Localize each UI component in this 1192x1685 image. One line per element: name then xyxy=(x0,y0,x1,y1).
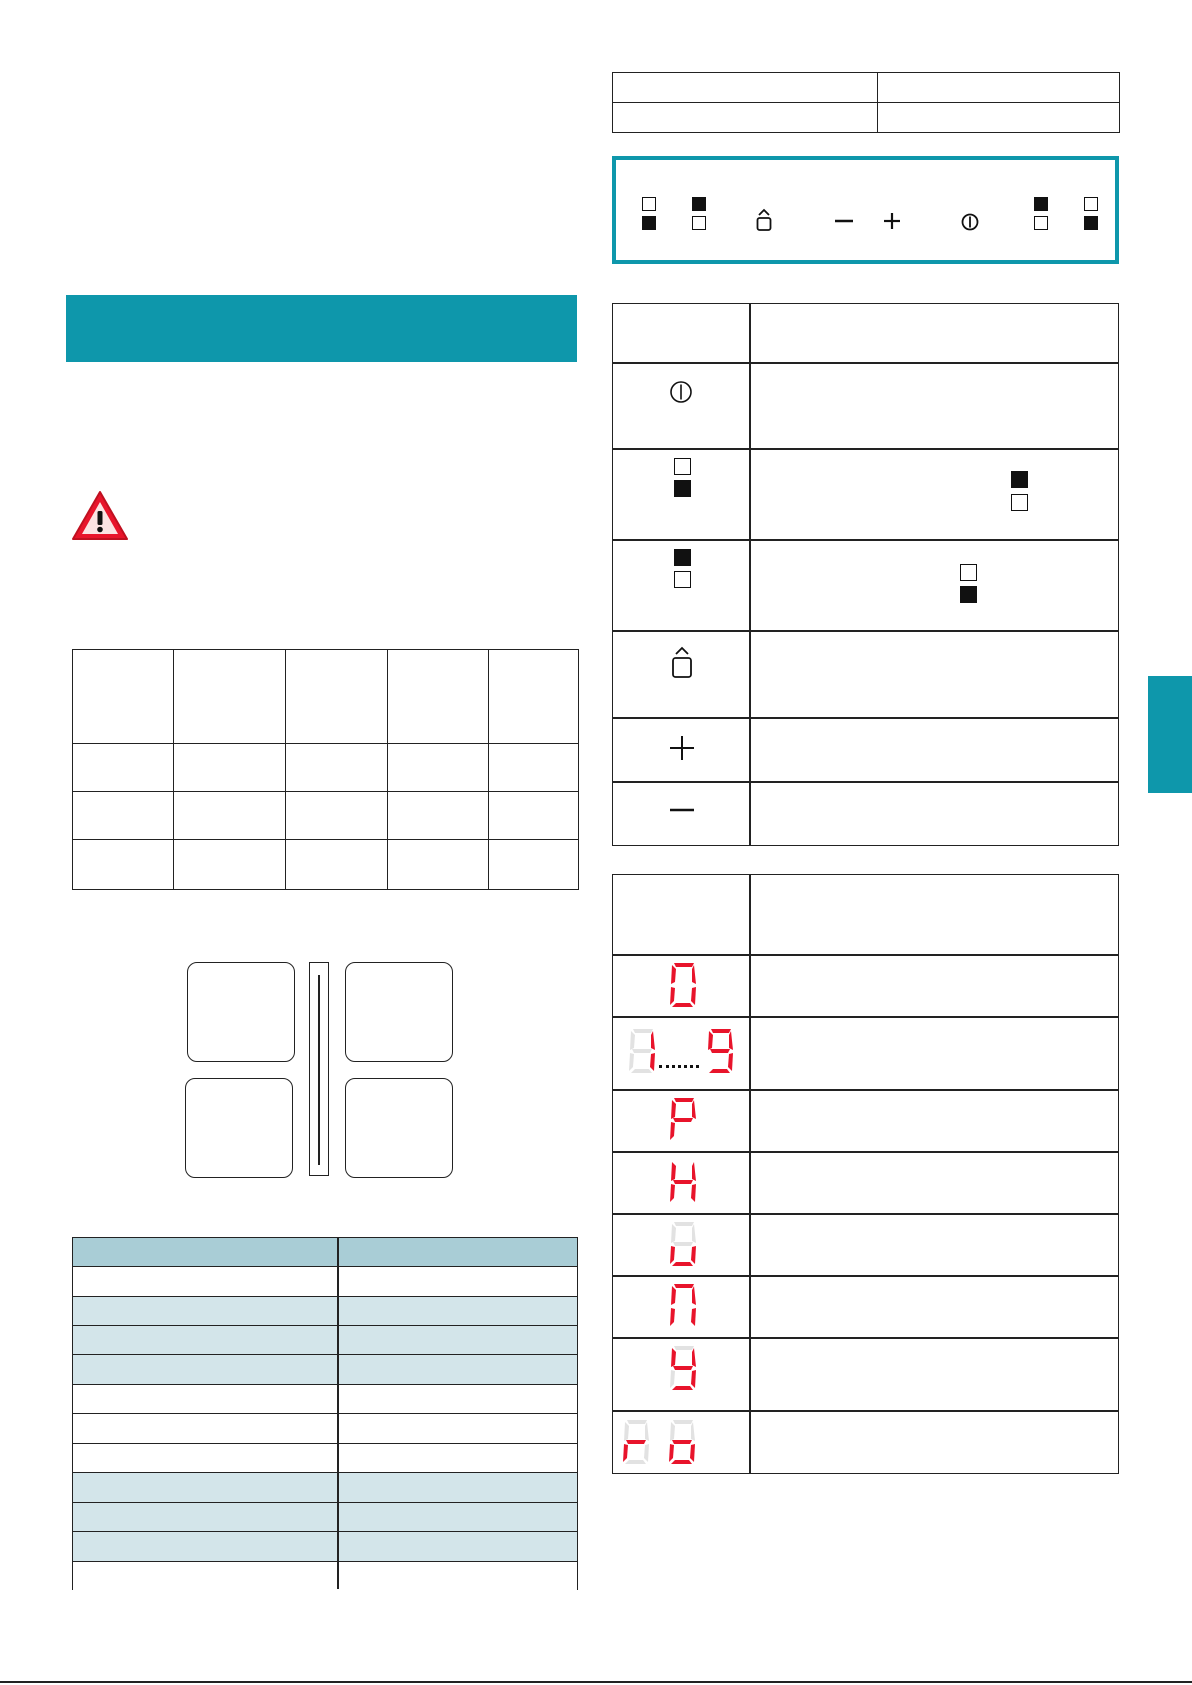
table-row xyxy=(73,1414,577,1444)
table-row xyxy=(73,1385,577,1414)
table-row xyxy=(73,1267,577,1297)
table-row xyxy=(73,1355,577,1385)
table-cell xyxy=(388,792,489,840)
table-cell xyxy=(388,744,489,792)
zone-front-left xyxy=(185,1078,293,1178)
table-row xyxy=(73,1297,577,1326)
table-cell xyxy=(73,744,174,792)
display-symbol-y xyxy=(668,1344,698,1392)
power-icon xyxy=(669,380,693,404)
table-row xyxy=(73,1532,577,1562)
zone-icon xyxy=(674,549,691,566)
power-icon[interactable] xyxy=(960,212,980,232)
plus-icon[interactable] xyxy=(882,211,902,231)
zone-icon xyxy=(960,564,977,581)
table-row xyxy=(73,1238,577,1267)
table-cell xyxy=(286,792,388,840)
table-row xyxy=(73,1326,577,1355)
zone-icon xyxy=(1011,471,1028,488)
table-cell xyxy=(388,840,489,890)
table-cell xyxy=(286,650,388,744)
minus-icon xyxy=(668,804,696,816)
controls-table xyxy=(612,303,1119,846)
table-cell xyxy=(286,840,388,890)
display-symbol-r-o xyxy=(621,1416,741,1468)
control-panel xyxy=(612,156,1119,264)
zone-icon xyxy=(674,458,691,475)
side-tab xyxy=(1148,676,1192,793)
table-cell xyxy=(73,840,174,890)
table-cell xyxy=(613,73,878,103)
table-cell xyxy=(489,650,579,744)
zone-rear-right xyxy=(345,962,453,1062)
display-symbol-n xyxy=(668,1282,698,1330)
display-table xyxy=(612,874,1119,1474)
table-row xyxy=(73,1562,577,1591)
table-cell xyxy=(878,73,1120,103)
zone-rear-right-icon[interactable] xyxy=(1084,197,1098,211)
zone-front-right xyxy=(345,1078,453,1178)
table-cell xyxy=(489,792,579,840)
table-cell xyxy=(174,650,286,744)
minus-icon[interactable] xyxy=(833,215,855,227)
table-cell xyxy=(878,103,1120,133)
table-cell xyxy=(388,650,489,744)
table-cell xyxy=(613,103,878,133)
table-row xyxy=(73,1473,577,1503)
display-symbol-P xyxy=(668,1096,698,1144)
display-symbol-H xyxy=(668,1158,698,1206)
table-cell xyxy=(489,840,579,890)
pot-icon xyxy=(670,645,694,679)
bottom-table xyxy=(72,1237,578,1590)
table-cell xyxy=(174,744,286,792)
table-cell xyxy=(286,744,388,792)
zone-rear-left xyxy=(187,962,295,1062)
table-row xyxy=(73,1503,577,1532)
table-cell xyxy=(73,650,174,744)
header-table xyxy=(612,72,1120,133)
table-cell xyxy=(174,792,286,840)
footer-rule xyxy=(0,1681,1192,1683)
table-cell xyxy=(73,792,174,840)
warning-icon xyxy=(70,489,130,543)
zone-front-left-icon[interactable] xyxy=(692,197,706,211)
pot-icon[interactable] xyxy=(755,208,773,232)
display-symbol-1-9 xyxy=(627,1023,739,1079)
table-row xyxy=(73,1444,577,1473)
zone-rear-left-icon[interactable] xyxy=(642,197,656,211)
specs-table xyxy=(72,649,579,890)
display-symbol-0 xyxy=(668,961,698,1009)
plus-icon xyxy=(668,734,696,762)
cooking-zones-diagram xyxy=(185,960,455,1178)
display-symbol-U xyxy=(668,1220,698,1268)
section-heading-bar xyxy=(66,295,577,362)
control-strip xyxy=(309,962,329,1176)
table-cell xyxy=(489,744,579,792)
table-cell xyxy=(174,840,286,890)
zone-front-right-icon[interactable] xyxy=(1034,197,1048,211)
